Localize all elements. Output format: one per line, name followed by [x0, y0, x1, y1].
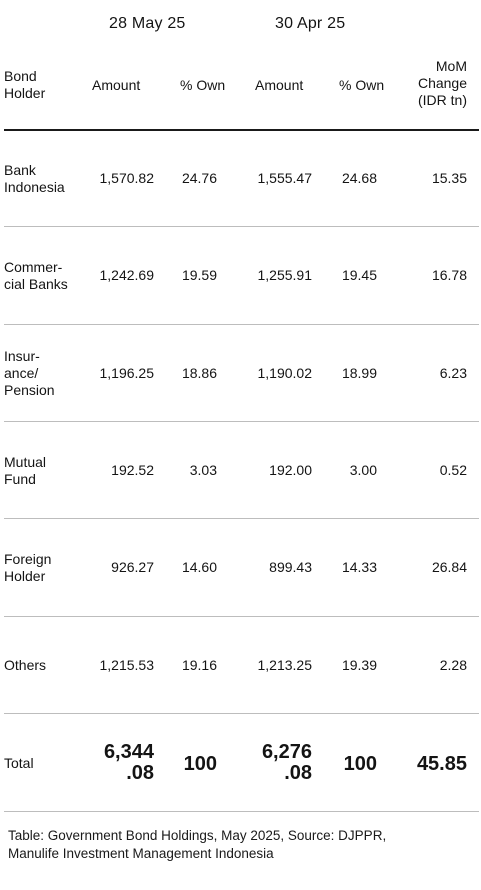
bond-holder-line: Pension	[4, 381, 55, 398]
header-amount-current: Amount	[92, 77, 141, 93]
header-holder-line: Holder	[4, 85, 46, 101]
caption-line: Table: Government Bond Holdings, May 2025, Source: DJPPR,	[8, 828, 387, 843]
header-divider	[4, 129, 479, 131]
bond-holder-name	[4, 259, 68, 293]
cell-own-current: 19.59	[181, 267, 217, 284]
cell-own-previous: 19.45	[341, 267, 377, 284]
total-own-current: 100	[183, 753, 217, 775]
cell-own-previous: 19.39	[341, 656, 377, 673]
bond-holder-line: Holder	[4, 567, 46, 584]
total-own-previous: 100	[343, 753, 377, 775]
cell-own-current: 24.76	[181, 170, 217, 187]
header-holder-line: Bond	[4, 68, 37, 84]
cell-own-current: 18.86	[181, 364, 217, 381]
header-own-current: % Own	[180, 77, 226, 93]
cell-amount-current: 1,242.69	[99, 267, 154, 284]
bond-holder-line: Others	[4, 656, 47, 673]
row-divider	[4, 226, 479, 227]
bond-holder-name	[4, 348, 55, 399]
row-divider	[4, 713, 479, 714]
bond-holder-line: Fund	[4, 470, 36, 487]
row-divider	[4, 518, 479, 519]
total-amount-previous	[262, 742, 312, 784]
cell-amount-previous: 192.00	[269, 462, 312, 479]
cell-amount-current: 192.52	[111, 462, 154, 479]
cell-amount-previous: 1,190.02	[257, 364, 312, 381]
cell-own-current: 3.03	[189, 462, 217, 479]
total-mom-change: 45.85	[416, 753, 467, 775]
bond-holder-name	[4, 454, 46, 488]
cell-own-previous: 3.00	[349, 462, 377, 479]
caption-line: Manulife Investment Management Indonesia	[8, 846, 274, 861]
cell-mom: 2.28	[439, 656, 467, 673]
bond-holder-line: Mutual	[4, 453, 47, 470]
cell-mom: 15.35	[431, 170, 467, 187]
header-amount-previous: Amount	[255, 77, 304, 93]
row-divider	[4, 616, 479, 617]
bond-holder-line: ance/	[4, 364, 39, 381]
total-amount-line: .08	[126, 762, 154, 784]
bond-holder-name	[4, 162, 65, 196]
cell-amount-previous: 1,213.25	[257, 656, 312, 673]
header-mom-line: Change	[417, 75, 467, 91]
cell-own-current: 14.60	[181, 559, 217, 576]
cell-amount-current: 1,570.82	[99, 170, 154, 187]
bond-holder-line: cial Banks	[4, 275, 68, 292]
cell-amount-current: 1,215.53	[99, 656, 154, 673]
bond-holder-line: Bank	[4, 161, 36, 178]
total-amount-line: .08	[284, 762, 312, 784]
date-current: 28 May 25	[109, 15, 186, 32]
header-mom-line: (IDR tn)	[418, 92, 467, 108]
bond-holder-line: Foreign	[4, 550, 52, 567]
row-divider	[4, 324, 479, 325]
bond-holder-line: Insur-	[4, 347, 40, 364]
cell-own-previous: 24.68	[341, 170, 377, 187]
total-amount-line: 6,276	[261, 741, 312, 763]
bond-holder-name	[4, 657, 46, 674]
cell-own-previous: 18.99	[341, 364, 377, 381]
total-amount-line: 6,344	[103, 741, 154, 763]
header-own-previous: % Own	[339, 77, 385, 93]
cell-mom: 16.78	[431, 267, 467, 284]
total-label: Total	[4, 755, 34, 771]
bond-holder-name	[4, 551, 51, 585]
cell-amount-previous: 1,255.91	[257, 267, 312, 284]
cell-amount-current: 926.27	[111, 559, 154, 576]
cell-own-current: 19.16	[181, 656, 217, 673]
cell-own-previous: 14.33	[341, 559, 377, 576]
cell-mom: 0.52	[439, 462, 467, 479]
cell-mom: 6.23	[439, 364, 467, 381]
bond-holder-line: Commer-	[4, 258, 63, 275]
cell-mom: 26.84	[431, 559, 467, 576]
date-previous: 30 Apr 25	[275, 15, 346, 32]
cell-amount-previous: 899.43	[269, 559, 312, 576]
row-divider	[4, 421, 479, 422]
header-mom-change	[387, 58, 467, 109]
cell-amount-previous: 1,555.47	[257, 170, 312, 187]
table-caption	[8, 827, 386, 863]
bond-holder-line: Indonesia	[4, 178, 65, 195]
total-divider	[4, 811, 479, 812]
total-amount-current	[104, 742, 154, 784]
cell-amount-current: 1,196.25	[99, 364, 154, 381]
header-bond-holder	[4, 68, 45, 102]
header-mom-line: MoM	[435, 58, 467, 74]
